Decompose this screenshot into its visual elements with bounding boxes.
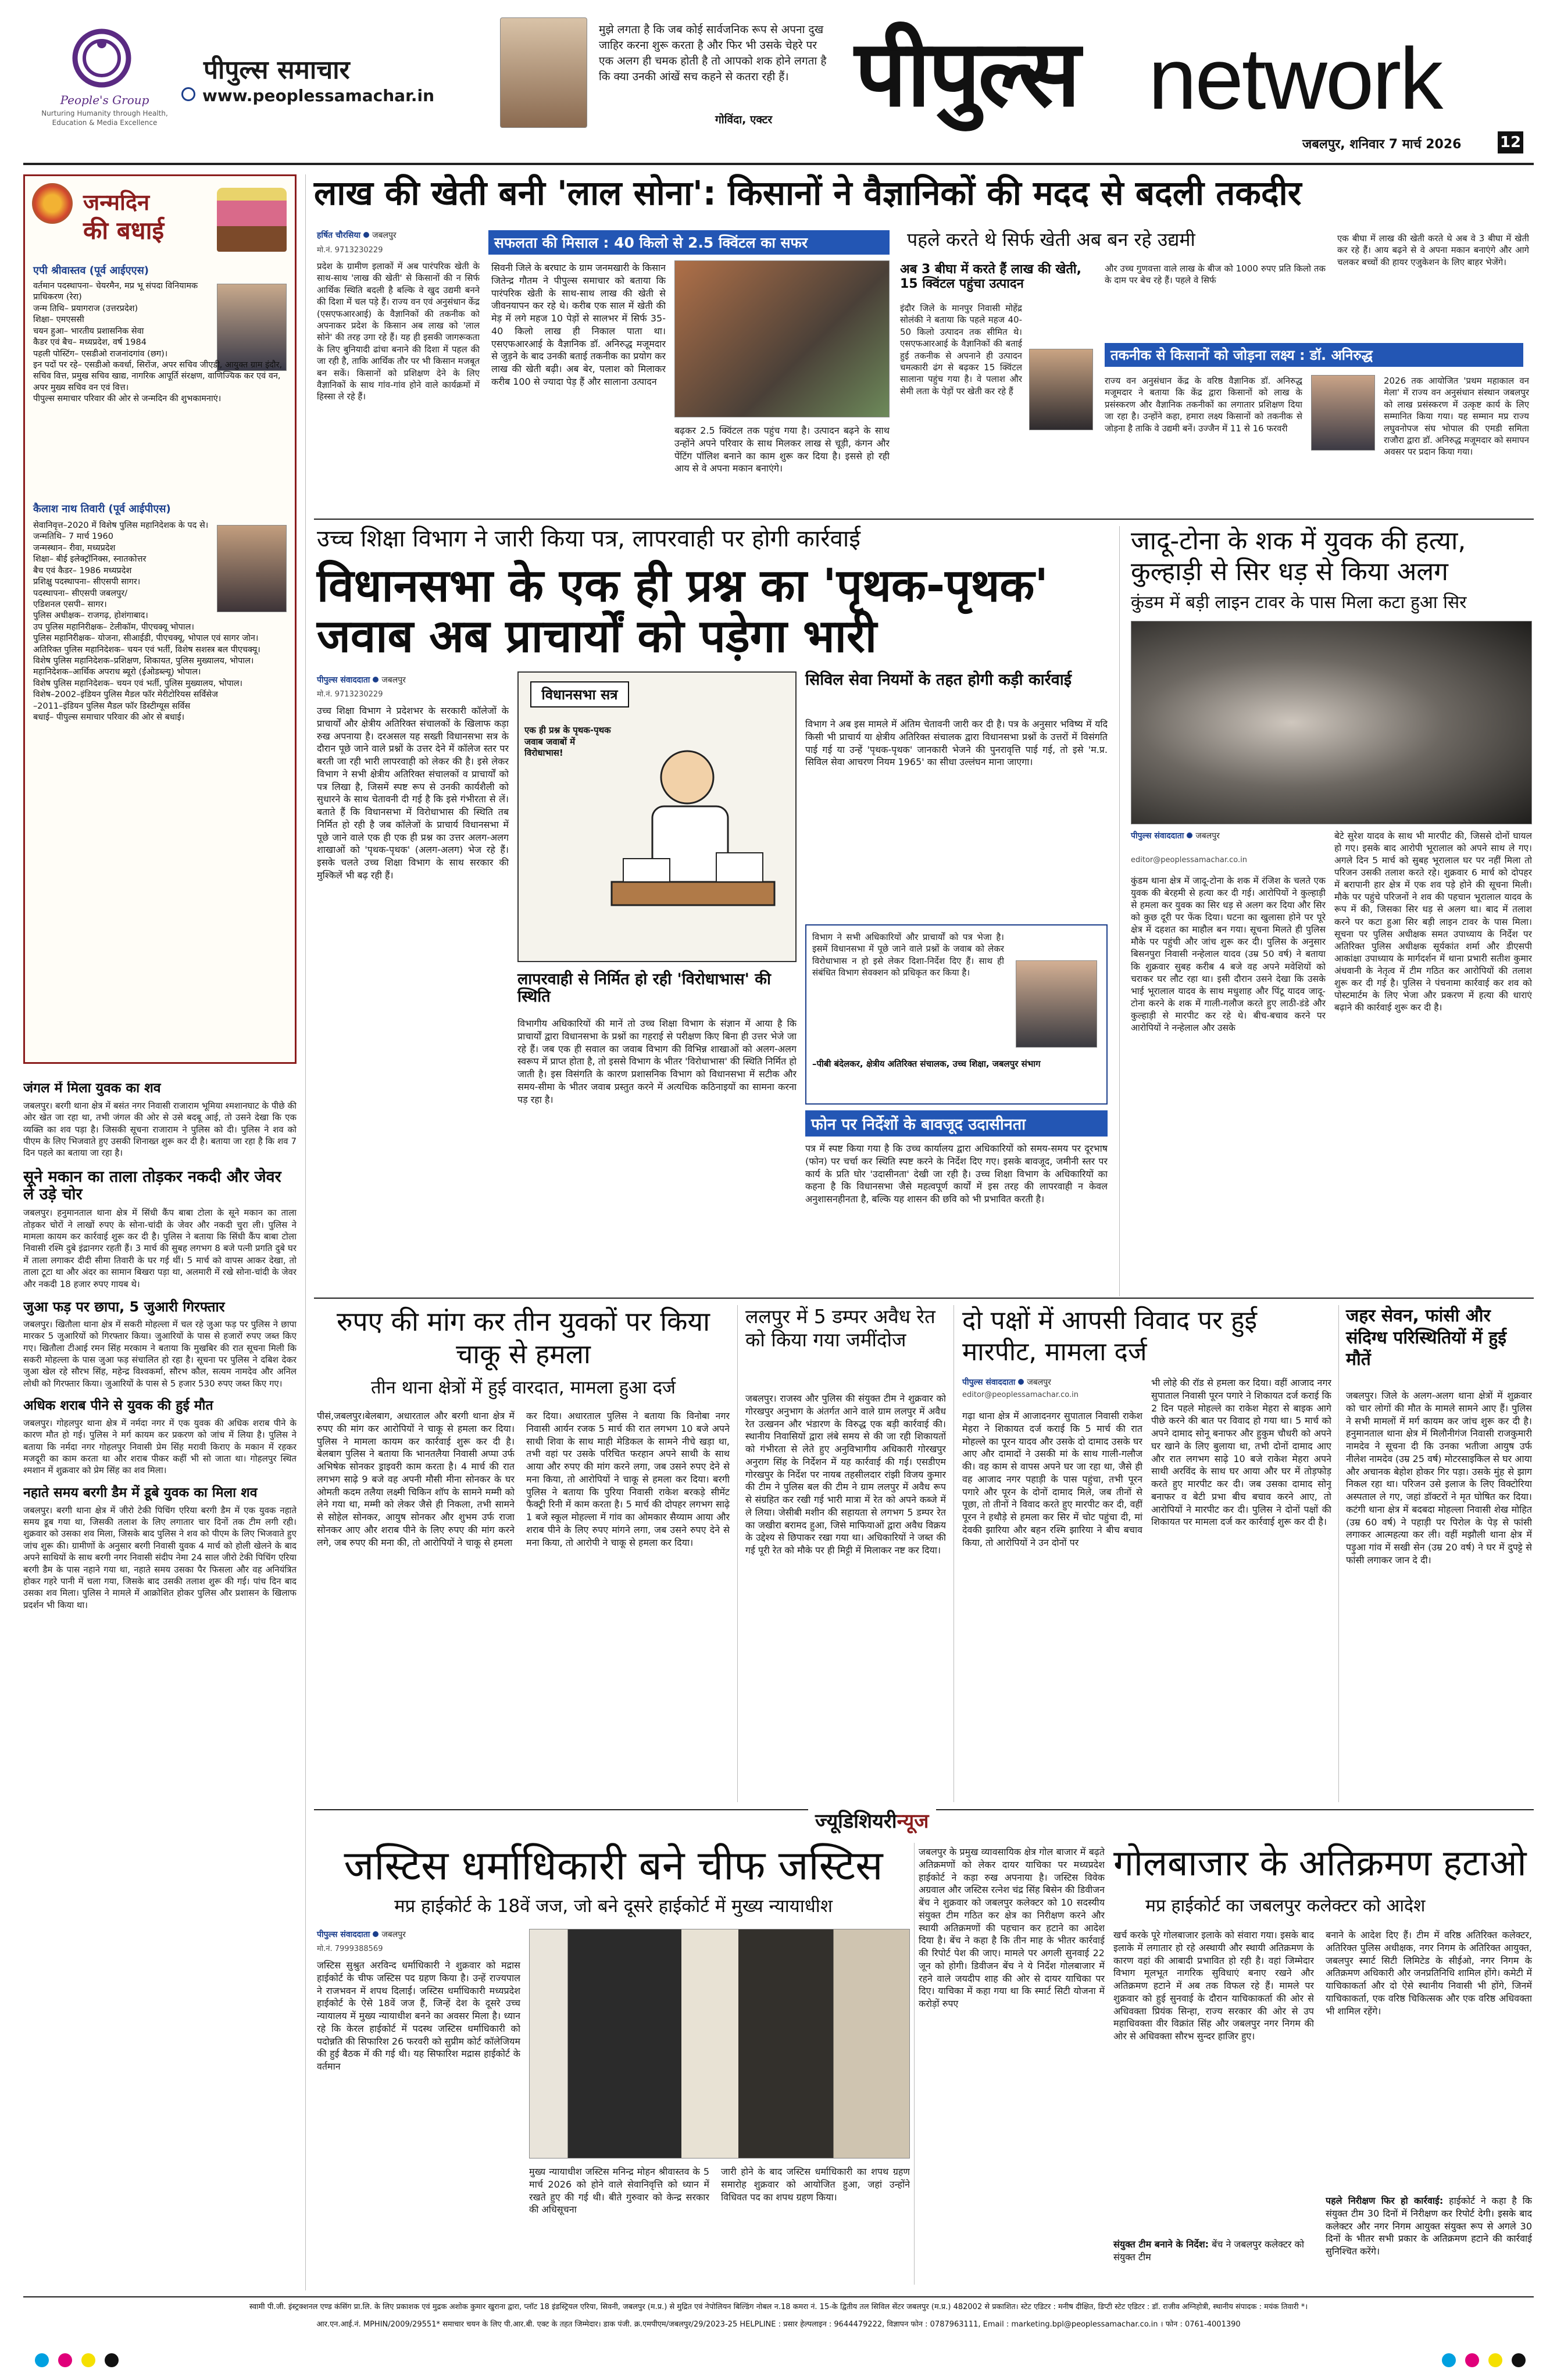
sorcery-subhead: कुंडम में बड़ी लाइन टावर के पास मिला कटा हुआ सिर <box>1131 592 1467 613</box>
poison-headline: जहर सेवन, फांसी और संदिग्ध परिस्थितियों में हुई मौतें <box>1346 1306 1506 1370</box>
brief-5-text: जबलपुर। बरगी थाना क्षेत्र में जीरो टेकी पिचिंग एरिया बरगी डैम में एक युवक नहाते समय डूब गया था, जिसकी तलाश के लिए लगातार चार दिनों तक टीम लगी रही। शुक्रवार को उसका शव मिला, जिसके बाद पुलिस ने शव को पीएम के लिए भिजवाते हुए जांच शुरू की। ग्रामीणों के अनुसार बरगी निवासी युवक 4 मार्च को होली खेलने के बाद अपने साथियों के साथ बरगी नगर निवासी संदीप नेमा 24 साल जीरो टेकी पिचिंग एरिया बरगी डैम के पास नहाने गया था, नहाते समय उसका पैर फिसला और वह अनियंत्रित होकर गहरे पानी में चला गया, जिसके बाद उसकी तलाश शुरू की गई। पांच दिन बाद उसका शव मिला। पुलिस ने मामले में आक्रोशित होकर पुलिस और प्रशासन के खिलाफ प्रदर्शन भी किया था। <box>23 1505 297 1610</box>
masthead-hindi: पीपुल्स <box>855 20 1079 127</box>
golbazar-sub2-text: हाईकोर्ट ने कहा है कि संयुक्त टीम 30 दिनों में निरीक्षण कर रिपोर्ट देगी। इसके बाद कलेक्टर और नगर निगम आयुक्त संयुक्त रूप से अगले 30 दिनों के भीतर सभी प्रकार के अतिक्रमण हटाने की कार्रवाई सुनिश्चित करेंगे। <box>1326 2195 1532 2257</box>
brand-small: पीपुल्स समाचार <box>203 55 350 85</box>
lac-headline: लाख की खेती बनी 'लाल सोना': किसानों ने वैज्ञानिकों की मदद से बदली तकदीर <box>314 173 1302 213</box>
lac-byline-city: जबलपुर <box>372 231 397 240</box>
byline-dot-icon <box>373 1931 378 1937</box>
flower-icon <box>32 183 73 224</box>
sorcery-col1: कुंडम थाना क्षेत्र में जादू-टोना के शक में रंजिश के चलते एक युवक की बेरहमी से हत्या कर दी गई। आरोपियों ने कुल्हाड़ी से हमला कर युवक का सिर धड़ से अलग कर दिया और सिर को कुछ दूरी पर फेंक दिया। घटना का खुलासा होने पर पूरे क्षेत्र में दहशत का माहौल बन गया। सूचना मिलते ही पुलिस मौके पर पहुंची और जांच शुरू कर दी। पुलिस के अनुसार बिसनपुरा निवासी नन्हेलाल यादव (उम्र 50 वर्ष) ने बताया कि शुक्रवार सुबह करीब 4 बजे वह अपने मवेशियों को चराकर घर लौट रहा था। इसी दौरान उसने देखा कि उसके भाई भूरालाल यादव के साथ मधुशाह और पिंटू यादव जादू-टोना करने के शक में गाली-गलौज करते हुए लाठी-डंडे और कुल्हाड़ी से मारपीट कर रहे थे। बीच-बचाव करने पर आरोपियों ने नन्हेलाल और उसके <box>1131 875 1326 1033</box>
header-rule <box>23 163 1534 165</box>
golbazar-sub2-label: पहले निरीक्षण फिर हो कार्रवाई: <box>1326 2195 1444 2206</box>
lac-tech-text: राज्य वन अनुसंधान केंद्र के वरिष्ठ वैज्ञानिक डॉ. अनिरुद्ध मजूमदार ने बताया कि केंद्र द्वारा किसानों को लाख के प्रसंस्करण और वैज्ञानिक तकनीकों का लगातार प्रशिक्षण दिया जा रहा है। उन्होंने कहा, हमारा लक्ष्य किसानों को तकनीक से जोड़ना है ताकि वे उद्यमी बनें। उज्जैन में 11 से 16 फरवरी <box>1105 376 1302 434</box>
golbazar-sub-label: संयुक्त टीम बनाने के निर्देश: <box>1113 2239 1209 2250</box>
byline-dot-icon <box>1187 832 1192 838</box>
judiciary-label-2: न्यूज <box>897 1810 929 1833</box>
birthday-title-1: जन्मदिन <box>83 190 150 215</box>
justice-col4: जबलपुर के प्रमुख व्यावसायिक क्षेत्र गोल बाजार में बढ़ते अतिक्रमणों को लेकर दायर याचिका पर मध्यप्रदेश हाईकोर्ट ने कड़ा रुख अपनाया है। जस्टिस विवेक अग्रवाल और जस्टिस रत्नेश चंद्र सिंह बिसेन की डिवीजन बेंच ने शुक्रवार को जबलपुर कलेक्टर को 10 सदस्यीय संयुक्त टीम गठित कर क्षेत्र का निरीक्षण करने और स्थायी अतिक्रमणों की पहचान कर हटाने का आदेश दिया है। बेंच ने कहा है कि तीन माह के भीतर कार्रवाई की रिपोर्ट पेश की जाए। मामले पर अगली सुनवाई 22 जून को होगी। डिवीजन बेंच ने ये निर्देश गोलबाजार में रहने वाले जयदीप शाह की ओर से दायर याचिका पर दिए। याचिका में कहा गया था कि स्मार्ट सिटी योजना में करोड़ों रुपए <box>919 1846 1105 2009</box>
sorcery-photo <box>1131 621 1532 824</box>
edu-quote-by: –पीबी बंदेलकर, क्षेत्रीय अतिरिक्त संचालक, उच्च शिक्षा, जबलपुर संभाग <box>812 1059 1041 1069</box>
golbazar-sub <box>1113 2238 1314 2264</box>
justice-byline-name: पीपुल्स संवाददाता <box>317 1930 370 1939</box>
golbazar-sub-text: बेंच ने जबलपुर कलेक्टर को संयुक्त टीम <box>1113 2239 1304 2263</box>
brief-2-headline: सूने मकान का ताला तोड़कर नकदी और जेवर ले उड़े चोर <box>23 1167 281 1203</box>
dispute-headline: दो पक्षों में आपसी विवाद पर हुई मारपीट, मामला दर्ज <box>962 1306 1258 1367</box>
sorcery-headline: जादू-टोना के शक में युवक की हत्या, कुल्हाड़ी से सिर धड़ से किया अलग <box>1131 526 1466 587</box>
lac-photo-1 <box>674 260 890 417</box>
page-number: 12 <box>1498 131 1523 153</box>
brief-1-headline: जंगल में मिला युवक का शव <box>23 1081 161 1096</box>
footer-line-1: स्वामी पी.जी. इंस्ट्रक्शनल एण्ड कंसिंग प्रा.लि. के लिए प्रकाशक एवं मुद्रक अशोक कुमार खुराना द्वारा, प्लॉट 18 इंडस्ट्रियल एरिया, सिवनी, जबलपुर (म.प्र.) से मुद्रित एवं नेपोलियन बिल्डिंग नोबल न.18 कमरा नं. 15-के द्वितीय तल सिविल सेंटर जबलपुर (म.प्र.) 482002 से प्रकाशित। स्टेट एडिटर : मनीष दीक्षित, डिप्टी स्टेट एडिटर : डॉ. राजीव अग्निहोत्री, स्थानीय संपादक : मयंक तिवारी *। <box>249 2303 1308 2311</box>
left-briefs <box>23 1081 297 2285</box>
color-mark-yellow-icon <box>81 2353 95 2367</box>
group-name: People's Group <box>60 93 149 107</box>
edu-sub2: फोन पर निर्देशों के बावजूद उदासीनता <box>805 1110 1108 1137</box>
person2-name: कैलाश नाथ तिवारी (पूर्व आईपीएस) <box>33 503 171 515</box>
color-mark-magenta-right-icon <box>1465 2353 1479 2367</box>
header <box>0 0 1557 174</box>
knife-subhead: तीन थाना क्षेत्रों में हुई वारदात, मामला हुआ दर्ज <box>370 1377 676 1398</box>
birthday-title-2: की बधाई <box>83 216 165 245</box>
lac-subhead-right: पहले करते थे सिर्फ खेती अब बन रहे उद्यमी <box>907 228 1195 251</box>
edu-quote-photo <box>1016 960 1097 1048</box>
edu-byline-city: जबलपुर <box>381 676 406 685</box>
judiciary-label <box>808 1807 936 1834</box>
footer-rule <box>23 2296 1534 2297</box>
brief-4 <box>23 1399 297 1477</box>
group-logo-icon <box>70 26 134 90</box>
dispute-email[interactable]: editor@peoplessamachar.co.in <box>962 1391 1079 1399</box>
sorcery-byline <box>1131 830 1363 841</box>
brief-2-text: जबलपुर। हनुमानताल थाना क्षेत्र में सिंधी कैंप बाबा टोला के सूने मकान का ताला तोड़कर चोरों ने लाखों रुपए के सोना-चांदी के जेवर और नकदी चुरा ली। पुलिस ने मामला कायम कर कार्रवाई शुरू कर दी है। पुलिस ने बताया कि सिंधी कैंप बाबा टोला निवासी रश्मि दुबे इंद्रानगर रहती हैं। 3 मार्च की सुबह लगभग 8 बजे पत्नी प्रगति दुबे घर में ताला लगाकर दीदी सीमा तिवारी के घर गई थीं। 5 मार्च को वापस आकर देखा, तो ताला टूटा था और अंदर का सामान बिखरा पड़ा था, अलमारी में रखे सोना-चांदी के जेवर और नकदी 18 हजार रुपए गायब थे। <box>23 1207 297 1289</box>
lac-photo-2 <box>1029 349 1093 430</box>
justice-col3: जारी होने के बाद जस्टिस धर्माधिकारी का शपथ ग्रहण समारोह शुक्रवार को आयोजित हुआ, जहां उन्होंने विधिवत पद का शपथ ग्रहण किया। <box>721 2166 910 2203</box>
quote-text: मुझे लगता है कि जब कोई सार्वजनिक रूप से अपना दुख जाहिर करना शुरू करता है और फिर भी उसके चेहरे पर एक अलग ही चमक होती है तो आपको शक होने लगता है कि क्या उनकी आंखें सच कहने से कतरा रही हैं। <box>599 23 827 83</box>
lac-side-headline: अब 3 बीघा में करते हैं लाख की खेती, 15 क्विंटल पहुंचा उत्पादन <box>900 262 1081 291</box>
byline-dot-icon <box>373 677 378 682</box>
knife-divider <box>737 1305 738 1802</box>
edu-mobile: मो.नं. 9713230229 <box>317 690 383 699</box>
cartoon-caption: एक ही प्रश्न के पृथक-पृथक जवाब जवाबों में विरोधाभास! <box>524 725 611 758</box>
edu-kicker: उच्च शिक्षा विभाग ने जारी किया पत्र, लापरवाही पर होगी कार्रवाई <box>317 526 860 552</box>
cake-icon <box>217 188 287 252</box>
edu-cartoon <box>517 671 797 962</box>
edu-byline <box>317 674 549 685</box>
sand-text: जबलपुर। राजस्व और पुलिस की संयुक्त टीम ने शुक्रवार को गोरखपुर अनुभाग के अंतर्गत आने वाले ग्राम ललपुर में अवैध रेत उत्खनन और भंडारण के विरुद्ध एक बड़ी कार्रवाई की। स्थानीय निवासियों द्वारा लंबे समय से की जा रही शिकायतों को गंभीरता से लेते हुए अनुविभागीय अधिकारी गोरखपुर अनुराग सिंह के निर्देशन में यह कार्रवाई की गई। एसडीएम गोरखपुर के निर्देश पर नायब तहसीलदार रांझी विजय कुमार की टीम ने पुलिस बल की टीम ने ग्राम ललपुर में अवैध रूप से संग्रहित कर रखी गई भारी मात्रा में रेत को अपने कब्जे में ले लिया। जेसीबी मशीन की सहायता से लगभग 5 डम्पर रेत का जखीरा बरामद हुआ, जिसे माफियाओं द्वारा अवैध विक्रय के उद्देश्य से छिपाकर रखा गया था। अधिकारियों ने जब्त की गई पूरी रेत को मौके पर ही मिट्टी में मिलाकर नष्ट कर दिया। <box>745 1393 946 1556</box>
golbazar-col1: खर्च करके पूरे गोलबाजार इलाके को संवारा गया। इसके बाद इलाके में लगातार हो रहे अस्थायी और स्थायी अतिक्रमण के कारण वहां की आबादी प्रभावित हो रही है। वहां जिम्मेदार विभाग मूलभूत नागरिक सुविधाएं बनाए रखने और अतिक्रमण हटाने में अब तक विफल रहे हैं। मामले पर शुक्रवार को हुई सुनवाई के दौरान याचिकाकर्ता की ओर से अधिवक्ता प्रियंक सिन्हा, राज्य सरकार की ओर से उप महाधिवक्ता वीर विक्रांत सिंह और जबलपुर नगर निगम की ओर से अधिवक्ता सौरभ सुन्दर हाजिर हुए। <box>1113 1929 1314 2042</box>
brief-5-headline: नहाते समय बरगी डैम में डूबे युवक का मिला शव <box>23 1485 258 1500</box>
dispute-byline-name: पीपुल्स संवाददाता <box>962 1378 1016 1387</box>
person2-details: सेवानिवृत्त–2020 में विशेष पुलिस महानिदेशक के पद से। जन्मतिथि– 7 मार्च 1960 जन्मस्थान– रीवा, मध्यप्रदेश शिक्षा– बीई इलेक्ट्रॉनिक्स, स्नातकोत्तर बैच एवं कैडर– 1986 मध्यप्रदेश प्रशिक्षु पदस्थापना– सीएसपी सागर। पदस्थापना– सीएसपी जबलपुर/ एडिशनल एसपी– सागर। पुलिस अधीक्षक– राजगढ़, होशंगाबाद। उप पुलिस महानिरीक्षक– टेलीकॉम, पीएचक्यू भोपाल। पुलिस महानिरीक्षक– योजना, सीआईडी, पीएचक्यू, भोपाल एवं सागर जोन। अतिरिक्त पुलिस महानिदेशक– चयन एवं भर्ती, विशेष सशस्त्र बल पीएचक्यू। विशेष पुलिस महानिदेशक–प्रशिक्षण, शिकायत, पुलिस मुख्यालय, भोपाल। महानिदेशक–आर्थिक अपराध ब्यूरो (ईओडब्ल्यू) भोपाल। विशेष पुलिस महानिदेशक– चयन एवं भर्ती, पुलिस मुख्यालय, भोपाल। विशेष–2002–इंडियन पुलिस मैडल फॉर मेरीटोरियस सर्विसेज –2011–इंडियन पुलिस मैडल फॉर डिस्टीग्यूस सर्विस बधाई– पीपुल्स समाचार परिवार की ओर से बधाई। <box>33 521 260 723</box>
golbazar-subhead: मप्र हाईकोर्ट का जबलपुर कलेक्टर को आदेश <box>1145 1896 1426 1916</box>
brief-4-headline: अधिक शराब पीने से युवक की हुई मौत <box>23 1398 213 1414</box>
poison-text: जबलपुर। जिले के अलग-अलग थाना क्षेत्रों में शुक्रवार को चार लोगों की मौत के मामले सामने आए हैं। पुलिस ने सभी मामलों में मर्ग कायम कर जांच शुरू कर दी है। हनुमानताल थाना क्षेत्र में मिलौनीगंज निवासी राजकुमारी नामदेव ने सूचना दी कि उनका भतीजा आयुष उर्फ नीलेश नामदेव (उम्र 25 वर्ष) मोटरसाइकिल से घर आया और अचानक बेहोश होकर गिर पड़ा। उसके मुंह से झाग निकल रहा था। परिजन उसे इलाज के लिए विक्टोरिया अस्पताल ले गए, जहां डॉक्टरों ने मृत घोषित कर दिया। कटंगी थाना क्षेत्र में बदबदा मोहल्ला निवासी शेख मोहित (उम्र 60 वर्ष) ने पहाड़ी पर पिरोल के पेड़ से फांसी लगाकर आत्महत्या कर ली। वहीं मझौली थाना क्षेत्र में पड़ुआ गांव में सखी सेन (उम्र 20 वर्ष) ने घर में दुपट्टे से फांसी लगाकर जान दे दी। <box>1346 1390 1532 1566</box>
color-mark-magenta-icon <box>58 2353 72 2367</box>
lac-mobile: मो.नं. 9713230229 <box>317 246 383 255</box>
color-mark-cyan-icon <box>35 2353 49 2367</box>
justice-mobile: मो.नं. 7999388569 <box>317 1945 383 1953</box>
lac-side-text: इंदौर जिले के मानपुर निवासी मोहेंद्र सोलंकी ने बताया कि पहले महज 40-50 किलो उत्पादन तक सीमित थे। एसएफआरआई के वैज्ञानिकों की बताई हुई तकनीक से अपनाने ही उत्पादन चमत्कारी ढंग से बढ़कर 15 क्विंटल सालाना पहुंच गया है। वे पलाश और सेमी लता के पेड़ों पर खेती कर रहे हैं <box>900 303 1022 396</box>
quote-author-photo <box>500 17 587 128</box>
website-link[interactable]: www.peoplessamachar.in <box>202 86 435 105</box>
group-tagline: Nurturing Humanity through Health, Education & Media Excellence <box>41 109 168 127</box>
mid-rule <box>314 1298 1534 1299</box>
brief-1 <box>23 1081 297 1159</box>
person1-name: एपी श्रीवास्तव (पूर्व आईएएस) <box>33 265 149 277</box>
lac-col2: सिवनी जिले के बरघाट के ग्राम जनमखारी के किसान जितेन्द्र गौतम ने पीपुल्स समाचार को बताया कि पारंपरिक खेती के साथ-साथ लाख की खेती से जीवनयापन कर रहे थे। करीब एक साल में खेती की मेड़ में लगे महज 10 पेड़ों से सालभर में सिर्फ 35-40 किलो लाख ही निकाल पाता था। एसएफआरआई के वैज्ञानिक डॉ. अनिरुद्ध मजूमदार से जुड़ने के बाद उनकी बताई तकनीक का प्रयोग कर लाख की खेती बढ़ी। अब बेर, पलाश को मिलाकर करीब 100 से ज्यादा पेड़ हैं और सालाना उत्पादन <box>491 262 666 387</box>
sorcery-col2: बेटे सुरेश यादव के साथ भी मारपीट की, जिससे दोनों घायल हो गए। इसके बाद आरोपी भूरालाल को अपने साथ ले गए। अगले दिन 5 मार्च को सुबह भूरालाल घर पर नहीं मिला तो परिजन उसकी तलाश करते रहे। शुक्रवार 6 मार्च को दोपहर में बरापानी हार क्षेत्र में एक शव पड़े होने की सूचना मिली। मौके पर पहुंचे परिजनों ने शव की पहचान भूरालाल यादव के रूप में की, जिसका सिर धड़ से अलग था। बाद में तलाश करने पर कटा हुआ सिर बड़ी लाइन टावर के पास मिला। सूचना पर पुलिस अधीक्षक समत उपाध्याय के निर्देश पर अतिरिक्त पुलिस अधीक्षक सूर्यकांत शर्मा और डीएसपी आकांक्षा उपाध्याय के मार्गदर्शन में थाना प्रभारी सतीश कुमार अंधवानी के नेतृत्व में टीम गठित कर आरोपियों की तलाश शुरू कर दी गई है। पुलिस ने पंचनामा कार्रवाई कर शव को पोस्टमार्टम के लिए भेजा और प्रकरण में हत्या की धाराएं बढ़ाने की कार्रवाई शुरू कर दी है। <box>1334 831 1532 1013</box>
justice-col2: मुख्य न्यायाधीश जस्टिस मनिन्द्र मोहन श्रीवास्तव के 5 मार्च 2026 को होने वाले सेवानिवृत्ति को ध्यान में रखते हुए की गई थी। बीते गुरुवार को केन्द्र सरकार की अधिसूचना <box>529 2166 709 2215</box>
brief-3-text: जबलपुर। खितौला थाना क्षेत्र में सकरी मोहल्ला में चल रहे जुआ फड़ पर पुलिस ने छापा मारकर 5 जुआरियों को गिरफ्तार किया। जुआरियों के पास से हजारों रुपए जब्त किए गए। खितौला टीआई रमन सिंह मरकाम ने बताया कि मुखबिर की रात सूचना मिली कि सकरी मोहल्ला के पास जुआ फड़ संचालित हो रहा है। सूचना पर पुलिस ने दबिश देकर जुआ खेल रहे सौरभ सिंह, महेन्द्र विश्वकर्मा, सौरभ कौल, सत्यम नामदेव और अनिल लोधी को गिरफ्तार किया। जुआरियों के पास से 5 हजार 530 रुपए जब्त किए गए। <box>23 1318 297 1389</box>
birthday-box <box>23 174 297 1064</box>
justice-headline: जस्टिस धर्माधिकारी बने चीफ जस्टिस <box>344 1842 883 1889</box>
lac-tech-banner: तकनीक से किसानों को जोड़ना लक्ष्य : डॉ. अनिरुद्ध <box>1105 343 1523 367</box>
justice-subhead: मप्र हाईकोर्ट के 18वें जज, जो बने दूसरे हाईकोर्ट में मुख्य न्यायाधीश <box>394 1896 833 1917</box>
dispute-col1: गढ़ा थाना क्षेत्र में आजादनगर सुपाताल निवासी राकेश मेहरा ने शिकायत दर्ज कराई कि 5 मार्च की रात मोहल्ले का पूरन यादव और उसके दो दामाद उसके घर आए और दामादों ने उसकी मां के साथ गाली-गलौज की। वह काम से वापस अपने घर जा रहा था, जैसे ही वह आजाद नगर पहाड़ी के पास पहुंचा, तभी पूरन पगारे और पूरन के दोनों दामाद मिले, जब तीनों से पूछा, तो तीनों ने विवाद करते हुए मारपीट कर दी, वहीं पूरन ने हथौड़े से हमला कर सिर में चोट पहुंचा दी, मां देवकी झारिया और बहन रश्मि झारिया ने बीच बचाव किया, तो आरोपियों ने उन दोनों पर <box>962 1410 1142 1548</box>
brief-3 <box>23 1299 297 1389</box>
sorcery-email[interactable]: editor@peoplessamachar.co.in <box>1131 856 1247 864</box>
edu-byline-name: पीपुल्स संवाददाता <box>317 676 370 685</box>
color-mark-cyan-right-icon <box>1442 2353 1456 2367</box>
masthead-eng: network <box>1148 30 1442 127</box>
edu-sub3: सिविल सेवा नियमों के तहत होगी कड़ी कार्रवाई <box>805 671 1072 689</box>
knife-col1: पीसं,जबलपुर।बेलबाग, अधारताल और बरगी थाना क्षेत्र में रुपए की मांग कर आरोपियों ने चाकू से हमला कर दिया। पुलिस ने मामला कायम कर कार्रवाई शुरू कर दी है। बेलबाग पुलिस ने बताया कि भानतलैया निवासी अप्पा उर्फ अभिषेक सोनकर ड्राइवरी काम करता है। 4 मार्च की रात लगभग साढ़े 9 बजे वह अपनी मौसी मीना सोनकर के घर ओमती कदम तलैया लक्ष्मी चिकिन शॉप के सामने मम्मी को लेने गया था, मम्मी को लेकर जैसे ही निकला, तभी सामने से सोहेल सोनकर, आयुष सोनकर और शुभम उर्फ राजा सोनकर आए और शराब पीने के लिए रुपए की मांग करने लगे, जब रुपए की मना की, तो आरोपियों ने चाकू से हमला <box>317 1410 515 1548</box>
justice-divider <box>914 1843 915 2285</box>
edu-sub3-text: विभाग ने अब इस मामले में अंतिम चेतावनी जारी कर दी है। पत्र के अनुसार भविष्य में यदि किसी भी प्राचार्य या क्षेत्रीय अतिरिक्त संचालक द्वारा विधानसभा प्रश्नों के उत्तरों में विसंगति पाई गई या उन्हें 'पृथक-पृथक' जानकारी भेजने की पुनरावृत्ति पाई गई, तो इसे 'म.प्र. सिविल सेवा आचरण नियम 1965' का सीधा उल्लंघन माना जाएगा। <box>805 719 1108 768</box>
brief-4-text: जबलपुर। गोहलपुर थाना क्षेत्र में नर्मदा नगर में एक युवक की अधिक शराब पीने के कारण मौत हो गई। पुलिस ने मर्ग कायम कर प्रकरण को जांच में लिया है। पुलिस ने बताया कि नर्मदा नगर गोहलपुर निवासी प्रेम सिंह मरावी किराए के मकान में रहकर मजदूरी का काम करता था और शराब पीकर कहीं भी सो जाता था। गोहलपुर स्थित श्मशान में शुक्रवार को प्रेम सिंह का शव मिला। <box>23 1417 297 1476</box>
globe-icon <box>181 87 195 101</box>
edu-quote-box <box>805 924 1108 1105</box>
justice-byline <box>317 1929 549 1940</box>
dispute-divider <box>1338 1305 1339 1802</box>
footer-line-2: आर.एन.आई.नं. MPHIN/2009/29551* समाचार चयन के लिए पी.आर.बी. एक्ट के तहत जिम्मेदार। डाक पंजी. क्र.एमपीएम/जबलपुर/29/2023-25 HELPLINE : प्रसार हेल्पलाइन : 9644479222, विज्ञापन फोन : 0787963111, Email : marketing.bpl@peoplessamachar.co.in । फोन : 0761-4001390 <box>316 2320 1241 2329</box>
golbazar-headline: गोलबाजार के अतिक्रमण हटाओ <box>1113 1842 1527 1884</box>
brief-1-text: जबलपुर। बरगी थाना क्षेत्र में बसंत नगर निवासी राजाराम भूमिया श्मशानघाट के पीछे की ओर खेत जा रहा था, तभी जंगल की ओर से उसे बदबू आई, तो उसने देखा कि एक व्यक्ति का शव पड़ा है। जिसकी सूचना राजाराम ने पुलिस को दी। पुलिस ने शव को पीएम के लिए भिजवाते हुए उसकी शिनाख्त शुरू कर दी है। बताया जा रहा है कि शव 7 दिन पहले का बताया जा रहा है। <box>23 1100 297 1159</box>
knife-col2: कर दिया। अधारताल पुलिस ने बताया कि विनोबा नगर निवासी आर्यन रजक 5 मार्च की रात लगभग 10 बजे अपने साथी शिवा के साथ माही मेडिकल के सामने नीचे खड़ा था, तभी वहां पर उसके परिचित फरहान अपने साथी के साथ आया और रुपए की मांग करने लगा, जब उसने रुपए देने से मना किया, तो आरोपियों ने चाकू से हमला कर दिया। बरगी पुलिस ने बताया कि पुरिया निवासी राकेश बरकड़े सीमेंट फैक्ट्री रिनी में काम करता है। 5 मार्च की दोपहर लगभग साढ़े 1 बजे स्कूल मोहल्ला में गांव का ओमकार सैय्याम आया और शराब पीने के लिए रुपए मांगने लगा, जब उसने रुपए देने से मना किया, तो आरोपी ने चाकू से हमला कर दिया। <box>526 1410 730 1548</box>
color-mark-yellow-right-icon <box>1488 2353 1502 2367</box>
lac-col1: प्रदेश के ग्रामीण इलाकों में अब पारंपरिक खेती के साथ-साथ 'लाख की खेती' से किसानों की न सिर्फ आर्थिक स्थिति बदली है बल्कि वे खुद उद्यमी बनने की दिशा में चल पड़े हैं। राज्य वन एवं अनुसंधान केंद्र (एसएफआरआई) के वैज्ञानिकों की तकनीक को अपनाकर प्रदेश के किसान अब लाख को 'लाल सोने' की तरह उगा रहे हैं। यह ही इसकी जागरूकता के लिए बुनियादी ढांचा बनाने की दिशा में पहल की जा रही है, ताकि आर्थिक तौर पर भी किसान मजबूत बन सकें। किसानों को प्रशिक्षण देने के लिए वैज्ञानिकों के साथ गांव-गांव होने वाले कार्यक्रमों में हिस्सा ले रहे हैं। <box>317 261 480 402</box>
person1-details: वर्तमान पदस्थापना– चेयरमैन, मप्र भू संपदा विनियामक प्राधिकरण (रेरा) जन्म तिथि– प्रयागराज (उत्तरप्रदेश) शिक्षा– एमएससी चयन हुआ– भारतीय प्रशासनिक सेवा कैडर एवं बैच– मध्यप्रदेश, वर्ष 1984 पहली पोस्टिंग– एसडीओ राजनांदगांव (छग)। इन पदों पर रहे– एसडीओ कवर्धा, सिरोंज, अपर सचिव जीएडी, आयुक्त ग्राम इंदौर, सचिव वित्त, प्रमुख सचिव खाद्य, नागरिक आपूर्ति संरक्षण, वाणिज्यिक कर एवं वन, अपर मुख्य सचिव वन एवं वित्त। पीपुल्स समाचार परिवार की ओर से जन्मदिन की शुभकामनाएं। <box>33 281 283 404</box>
lac-photo-3 <box>1311 375 1375 451</box>
cartoon-title: विधानसभा सत्र <box>530 681 629 707</box>
left-column-divider <box>305 174 306 2290</box>
justice-col1: जस्टिस सुश्रुत अरविन्द धर्माधिकारी ने शुक्रवार को मद्रास हाईकोर्ट के चीफ जस्टिस पद ग्रहण किया है। उन्हें राज्यपाल ने राजभवन में शपथ दिलाई। जस्टिस धर्माधिकारी मध्यप्रदेश हाईकोर्ट के ऐसे 18वें जज हैं, जिन्हें देश के दूसरे उच्च न्यायालय में मुख्य न्यायाधीश बनने का अवसर मिला है। ध्यान रहे कि केरल हाईकोर्ट में पदस्थ जस्टिस धर्माधिकारी को पदोन्नति की सिफारिश 26 फरवरी को सुप्रीम कोर्ट कॉलेजियम की हुई बैठक में की गई थी। यह सिफारिश मद्रास हाईकोर्ट के वर्तमान <box>317 1960 520 2072</box>
brief-5 <box>23 1486 297 1611</box>
lac-byline-name: हर्षित चौरसिया <box>317 231 361 240</box>
justice-photo <box>529 1929 910 2159</box>
color-mark-black-right-icon <box>1512 2353 1526 2367</box>
edu-sub1: लापरवाही से निर्मित हो रही 'विरोधाभास' की स्थिति <box>517 970 771 1006</box>
dateline: जबलपुर, शनिवार 7 मार्च 2026 <box>1302 137 1462 152</box>
color-mark-black-icon <box>105 2353 119 2367</box>
cartoon-figure-icon <box>600 731 786 952</box>
lac-tech-text-2: 2026 तक आयोजित 'प्रथम महाकाल वन मेला' में राज्य वन अनुसंधान संस्थान जबलपुर को लाख प्रसंस्करण में उत्कृष्ट कार्य के लिए सम्मानित किया गया। यह सम्मान मप्र राज्य लघुवनोपज संघ भोपाल की एमडी समिता राजौरा द्वारा डॉ. अनिरुद्ध मजूमदार को समापन अवसर पर प्रदान किया गया। <box>1384 376 1529 458</box>
dispute-col2: भी लोहे की रॉड से हमला कर दिया। वहीं आजाद नगर सुपाताल निवासी पूरन पगारे ने शिकायत दर्ज कराई कि 2 दिन पहले मोहल्ले का राकेश मेहरा से बाइक आगे पीछे करने की बात पर विवाद हो गया था। 5 मार्च को अपने दामाद सोनू बनाफर और हुकुम चौधरी को अपने घर खाने के लिए बुलाया था, तभी दोनों दामाद आए और रात लगभग साढ़े 10 बजे राकेश मेहरा अपने साथी अरविंद के साथ घर आया और घर में तोड़फोड़ करते हुए मारपीट कर दी। जब उसका दामाद सोनू बनाफर व बेटी प्रभा बीच बचाव करने आए, तो आरोपियों ने मारपीट कर दी। पुलिस ने दोनों पक्षों की शिकायत पर मामला दर्ज कर कार्रवाई शुरू कर दी है। <box>1151 1377 1331 1528</box>
lac-caption: बढ़कर 2.5 क्विंटल तक पहुंच गया है। उत्पादन बढ़ने के साथ उन्होंने अपने परिवार के साथ मिलकर लाख से चूड़ी, कंगन और पेंटिंग पॉलिश बनाने का काम शुरू कर दिया है। इससे हो रही आय से वे अपना मकान बनाएंगे। <box>674 425 890 474</box>
edu-sub2-text: पत्र में स्पष्ट किया गया है कि उच्च कार्यालय द्वारा अधिकारियों को समय-समय पर दूरभाष (फोन) पर चर्चा कर स्थिति स्पष्ट करने के निर्देश दिए गए। इसके बावजूद, जमीनी स्तर पर कार्य के प्रति घोर 'उदासीनता' देखी जा रही है। उच्च शिक्षा विभाग के अधिकारियों का कहना है कि विधानसभा जैसे महत्वपूर्ण कार्यों में इस तरह की लापरवाही न केवल अनुशासनहीनता है, बल्कि यह शासन की छवि को भी प्रभावित करती है। <box>805 1143 1108 1205</box>
lac-far-text: एक बीघा में लाख की खेती करते थे अब वे 3 बीघा में खेती कर रहे हैं। आय बढ़ने से वे अपना मकान बनाएंगे और आगे चलकर बच्चों की हायर एजुकेशन के लिए बाहर भेजेंगे। <box>1337 233 1529 267</box>
byline-dot-icon <box>1018 1379 1024 1385</box>
golbazar-sub2 <box>1326 2195 1532 2285</box>
sorcery-byline-city: जबलपुर <box>1195 831 1220 841</box>
lac-bottom-rule <box>314 519 1534 520</box>
registration-marks <box>0 2349 1557 2372</box>
edu-sub1-text: विभागीय अधिकारियों की मानें तो उच्च शिक्षा विभाग के संज्ञान में आया है कि प्राचार्यों द्वारा विधानसभा के प्रश्नों का गहराई से परीक्षण किए बिना ही उत्तर भेजे जा रहे हैं। जब एक ही सवाल का जवाब विभाग की विभिन्न शाखाओं को अलग-अलग स्वरूप में प्राप्त होता है, तो इससे विभाग के भीतर 'विरोधाभास' की स्थिति निर्मित हो जाती है। इस विसंगति के कारण प्रशासनिक विभाग को विधानसभा में सटीक और समय-सीमा के भीतर जवाब प्रस्तुत करने में अत्यधिक कठिनाइयों का सामना करना पड़ रहा है। <box>517 1018 797 1105</box>
edu-headline: विधानसभा के एक ही प्रश्न का 'पृथक-पृथक' जवाब अब प्राचार्यों को पड़ेगा भारी <box>317 560 1049 663</box>
edu-divider <box>1119 526 1120 1296</box>
justice-byline-city: जबलपुर <box>381 1930 406 1939</box>
brief-3-headline: जुआ फड़ पर छापा, 5 जुआरी गिरफ्तार <box>23 1298 225 1315</box>
sand-headline: ललपुर में 5 डम्पर अवैध रेत को किया गया जमींदोज <box>745 1305 935 1352</box>
group-logo <box>70 26 134 90</box>
lac-side-text-2: और उच्च गुणवत्ता वाले लाख के बीज को 1000 रुपए प्रति किलो तक के दाम पर बेच रहे हैं। पहले वे सिर्फ <box>1105 263 1326 286</box>
dispute-byline-city: जबलपुर <box>1027 1378 1051 1387</box>
golbazar-col2: बनाने के आदेश दिए हैं। टीम में वरिष्ठ अतिरिक्त कलेक्टर, अतिरिक्त पुलिस अधीक्षक, नगर निगम के अतिरिक्त आयुक्त, जबलपुर स्मार्ट सिटी लिमिटेड के सीईओ, नगर निगम के अतिक्रमण अधिकारी और जनप्रतिनिधि शामिल होंगे। कमेटी में याचिकाकर्ता और दो ऐसे स्थानीय निवासी भी होंगे, जिनमें याचिकाकर्ता, एक वरिष्ठ चिकित्सक और एक वरिष्ठ अधिवक्ता भी शामिल रहेंगे। <box>1326 1929 1532 2017</box>
lac-banner: सफलता की मिसाल : 40 किलो से 2.5 क्विंटल का सफर <box>488 230 890 255</box>
sorcery-byline-name: पीपुल्स संवाददाता <box>1131 831 1184 841</box>
judiciary-label-1: ज्यूडिशियरी <box>815 1810 897 1833</box>
edu-quote-text: विभाग ने सभी अधिकारियों और प्राचार्यों को पत्र भेजा है। इसमें विधानसभा में पूछे जाने वाले प्रश्नों के जवाब को लेकर विरोधाभास न हो इसे लेकर दिशा-निर्देश दिए हैं। साथ ही संबंधित विभाग सेवक्शन को प्रधिकृत कर किया है। <box>812 932 1004 978</box>
byline-dot-icon <box>363 232 369 238</box>
knife-headline: रुपए की मांग कर तीन युवकों पर किया चाकू से हमला <box>336 1306 710 1370</box>
edu-col1: उच्च शिक्षा विभाग ने प्रदेशभर के सरकारी कॉलेजों के प्राचार्यों और क्षेत्रीय अतिरिक्त संचालकों के खिलाफ कड़ा रुख अपनाया है। दरअसल यह सख्ती विधानसभा सत्र के दौरान पूछे जाने वाले प्रश्नों के उत्तर देने में कॉलेज स्तर पर बरती जा रही भारी लापरवाही को लेकर की है। इसे लेकर विभाग ने सभी क्षेत्रीय अतिरिक्त संचालकों व प्राचार्यों को पत्र लिखा है, जिसमें स्पष्ट रूप से उनकी कार्यशैली को सुधारने के साथ चेतावनी दी गई है कि इसे गंभीरता से लें। बताते हैं कि विधानसभा में विरोधाभास की स्थिति तब निर्मित हो रही है जब कॉलेजों के प्राचार्य विधानसभा में पूछे जाने वाले एक ही एक ही प्रश्न का उत्तर अलग-अलग शाखाओं को 'पृथक-पृथक' (अलग-अलग) भेज रहे हैं। इसके चलते उच्च शिक्षा विभाग के साथ सरकार की मुश्किलें भी बढ़ रही हैं। <box>317 705 509 881</box>
brief-2 <box>23 1168 297 1290</box>
quote-author: गोविंदा, एक्टर <box>715 113 773 126</box>
